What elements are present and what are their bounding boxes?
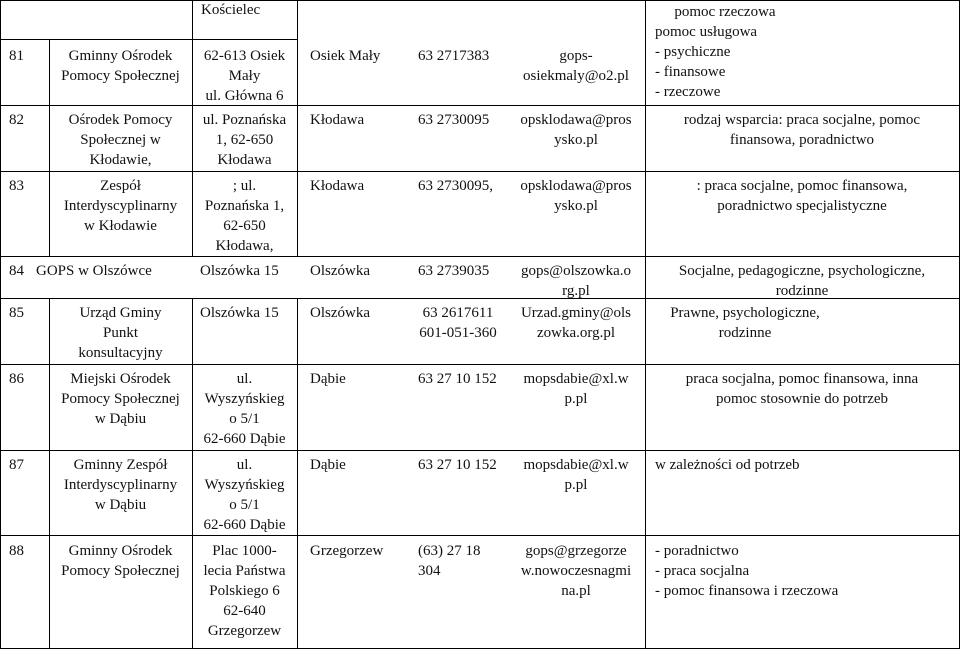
cell-phone: 63 2617611 601-051-360 [419, 305, 497, 341]
cell-email: gops- osiekmaly@o2.pl [523, 48, 629, 84]
cell-aid: praca socjalna, pomoc finansowa, inna pomoc stosownie do potrzeb [685, 371, 919, 407]
cell-lp: 82 [9, 112, 24, 128]
cell-address: Olszówka 15 [200, 305, 279, 321]
cell-phone: 63 27 10 152 [418, 457, 497, 473]
column-divider [297, 0, 298, 256]
cell-institution: Gminny Ośrodek Pomocy Społecznej [61, 48, 180, 84]
cell-address: ul. Wyszyńskieg o 5/1 62-660 Dąbie [203, 371, 286, 447]
column-divider [297, 298, 298, 648]
cell-phone: 63 2730095, [418, 178, 493, 194]
cell-aid: w zależności od potrzeb [655, 457, 800, 473]
cell-aid: - poradnictwo - praca socjalna - pomoc finansowa i rzeczowa [655, 543, 839, 599]
row-divider [0, 171, 960, 172]
cell-lp: 85 [9, 305, 24, 321]
cell-institution: Zespół Interdyscyplinarny w Kłodawie [63, 178, 178, 234]
row-divider [0, 364, 960, 365]
cell-city: Kłodawa [310, 178, 365, 194]
cell-lp: 84 [9, 263, 24, 279]
cell-address: ; ul. Poznańska 1, 62-650 Kłodawa, [204, 178, 285, 254]
row-divider [0, 105, 960, 106]
cell-email: gops@olszowka.o rg.pl [520, 263, 632, 299]
cell-city: Osiek Mały [310, 48, 381, 64]
row-divider [0, 450, 960, 451]
cell-lp: 87 [9, 457, 24, 473]
cell-aid: pomoc rzeczowa [674, 4, 776, 20]
cell-institution: Urząd Gminy Punkt konsultacyjny [78, 305, 163, 361]
cell-city: Grzegorzew [310, 543, 384, 559]
cell-institution: Gminny Ośrodek Pomocy Społecznej [61, 543, 180, 579]
cell-phone: 63 27 10 152 [418, 371, 497, 387]
cell-aid: rodzaj wsparcia: praca socjalne, pomoc finansowa, poradnictwo [683, 112, 921, 148]
cell-institution: GOPS w Olszówce [36, 263, 152, 279]
cell-email: opsklodawa@pros ysko.pl [520, 112, 632, 148]
cell-address: Plac 1000- lecia Państwa Polskiego 6 62-640 Grzegorzew [203, 543, 286, 639]
row-divider [0, 256, 960, 257]
cell-address: Olszówka 15 [200, 263, 279, 279]
cell-email: opsklodawa@pros ysko.pl [520, 178, 632, 214]
column-divider [0, 0, 1, 649]
cell-phone: 63 2717383 [418, 48, 490, 64]
table-border-top [0, 0, 960, 1]
row-divider [0, 535, 960, 536]
cell-city: Olszówka [310, 263, 370, 279]
cell-address: Kościelec [201, 2, 261, 18]
cell-address: 62-613 Osiek Mały ul. Główna 6 [203, 48, 286, 104]
cell-phone: 63 2739035 [418, 263, 490, 279]
cell-email: gops@grzegorze w.nowoczesnagmi na.pl [520, 543, 632, 599]
cell-lp: 83 [9, 178, 24, 194]
cell-institution: Ośrodek Pomocy Społecznej w Kłodawie, [68, 112, 173, 168]
cell-institution: Gminny Zespół Interdyscyplinarny w Dąbiu [63, 457, 178, 513]
cell-phone: (63) 27 18 304 [418, 543, 481, 579]
cell-city: Dąbie [310, 457, 346, 473]
cell-lp: 86 [9, 371, 24, 387]
cell-email: mopsdabie@xl.w p.pl [523, 457, 629, 493]
cell-aid: Socjalne, pedagogiczne, psychologiczne, rodzinne [678, 263, 926, 299]
cell-city: Dąbie [310, 371, 346, 387]
cell-aid: : praca socjalne, pomoc finansowa, poradnictwo specjalistyczne [696, 178, 908, 214]
cell-address: ul. Poznańska 1, 62-650 Kłodawa [202, 112, 287, 168]
cell-institution: Miejski Ośrodek Pomocy Społecznej w Dąbiu [61, 371, 180, 427]
cell-city: Olszówka [310, 305, 370, 321]
cell-lp: 81 [9, 48, 24, 64]
table-border-bottom [0, 648, 960, 649]
cell-city: Kłodawa [310, 112, 365, 128]
cell-lp: 88 [9, 543, 24, 559]
row-divider [0, 39, 297, 40]
cell-aid: pomoc usługowa - psychiczne - finansowe - rzeczowe [655, 24, 758, 100]
cell-address: ul. Wyszyńskieg o 5/1 62-660 Dąbie [203, 457, 286, 533]
cell-phone: 63 2730095 [418, 112, 490, 128]
cell-email: mopsdabie@xl.w p.pl [523, 371, 629, 407]
cell-aid: Prawne, psychologiczne, rodzinne [670, 305, 820, 341]
cell-email: Urzad.gminy@ols zowka.org.pl [520, 305, 632, 341]
